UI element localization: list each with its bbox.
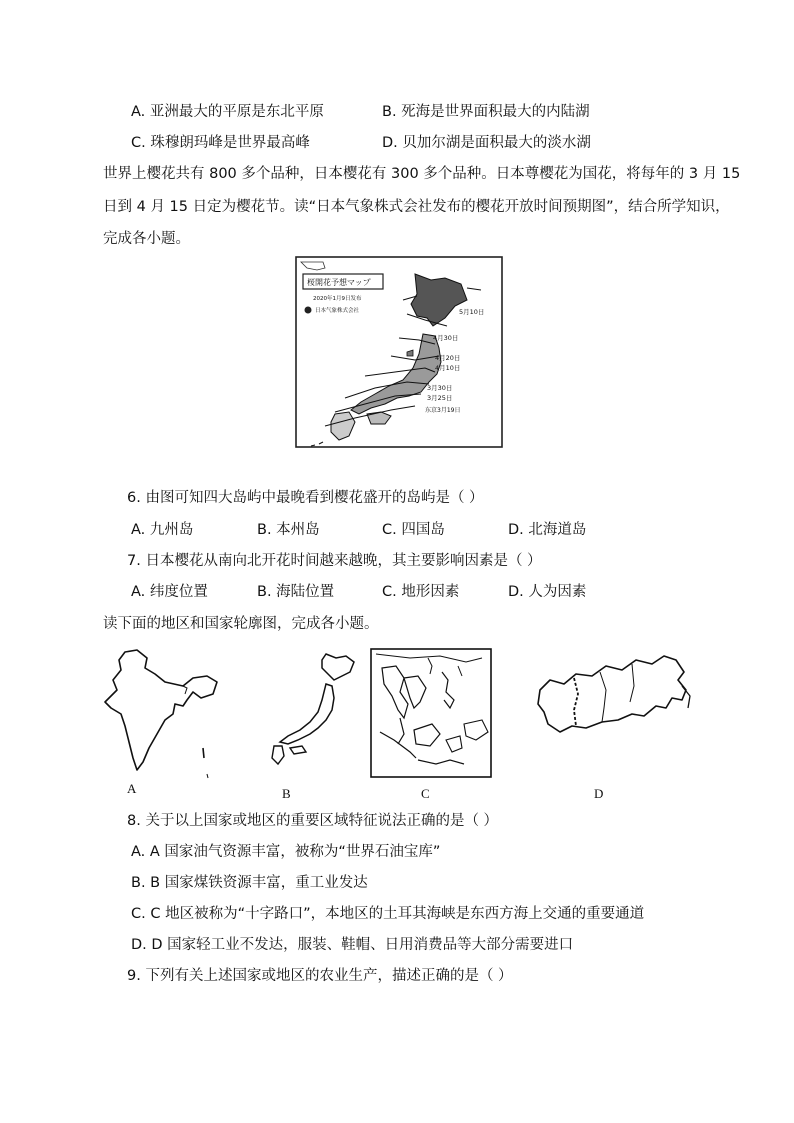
cherry-blossom-map bbox=[295, 256, 503, 448]
q8-option-b: B. B 国家煤铁资源丰富，重工业发达 bbox=[131, 875, 368, 891]
q6-option-d: D. 北海道岛 bbox=[508, 522, 587, 538]
bloom-label-3: 4月20日 bbox=[435, 354, 461, 362]
caption-d: D bbox=[594, 786, 604, 801]
q7-option-a: A. 纬度位置 bbox=[131, 584, 208, 600]
intro-line-3: 完成各小题。 bbox=[103, 231, 190, 247]
q8-option-a: A. A 国家油气资源丰富，被称为“世界石油宝库” bbox=[131, 844, 441, 860]
company-logo-icon bbox=[305, 307, 312, 314]
q7-stem: 7. 日本樱花从南向北开花时间越来越晚，其主要影响因素是（ ） bbox=[127, 553, 542, 569]
q6-option-a: A. 九州岛 bbox=[131, 522, 194, 538]
bloom-label-7: 东京3月19日 bbox=[425, 407, 461, 414]
caption-c: C bbox=[421, 786, 430, 801]
q6-option-b: B. 本州岛 bbox=[257, 522, 320, 538]
caption-b: B bbox=[282, 786, 291, 801]
q6-option-c: C. 四国岛 bbox=[382, 522, 445, 538]
map-company: 日本气象株式会社 bbox=[315, 308, 360, 314]
map-banner: 桜開花予想マップ bbox=[307, 278, 371, 287]
intro-line-2: 日到 4 月 15 日定为樱花节。读“日本气象株式会社发布的樱花开放时间预期图”，结合所学知识， bbox=[103, 199, 730, 215]
map-date: 2020年1月9日发布 bbox=[313, 296, 362, 302]
q6-stem: 6. 由图可知四大岛屿中最晚看到樱花盛开的岛屿是（ ） bbox=[127, 490, 484, 506]
caption-a: A bbox=[127, 781, 137, 796]
outline-map-southeast-asia bbox=[370, 648, 492, 778]
outline-map-russia bbox=[536, 650, 696, 738]
q7-option-d: D. 人为因素 bbox=[508, 584, 587, 600]
intro-2: 读下面的地区和国家轮廓图，完成各小题。 bbox=[103, 616, 379, 632]
q5-option-b: B. 死海是世界面积最大的内陆湖 bbox=[382, 104, 590, 120]
bloom-label-5: 3月30日 bbox=[427, 384, 453, 392]
outline-map-japan bbox=[270, 650, 360, 768]
q8-option-d: D. D 国家轻工业不发达，服装、鞋帽、日用消费品等大部分需要进口 bbox=[131, 937, 574, 953]
q7-option-c: C. 地形因素 bbox=[382, 584, 460, 600]
bloom-label-2: 4月30日 bbox=[433, 334, 459, 342]
q7-option-b: B. 海陆位置 bbox=[257, 584, 335, 600]
q8-stem: 8. 关于以上国家或地区的重要区域特征说法正确的是（ ） bbox=[127, 813, 499, 829]
q5-option-c: C. 珠穆朗玛峰是世界最高峰 bbox=[131, 135, 310, 151]
q5-option-d: D. 贝加尔湖是面积最大的淡水湖 bbox=[382, 135, 591, 151]
bloom-label-1: 5月10日 bbox=[459, 308, 485, 316]
intro-line-1: 世界上樱花共有 800 多个品种，日本樱花有 300 多个品种。日本尊樱花为国花，将每年的 3 月 15 bbox=[103, 166, 741, 182]
q8-option-c: C. C 地区被称为“十字路口”，本地区的土耳其海峡是东西方海上交通的重要通道 bbox=[131, 906, 645, 922]
q5-option-a: A. 亚洲最大的平原是东北平原 bbox=[131, 104, 324, 120]
q9-stem: 9. 下列有关上述国家或地区的农业生产，描述正确的是（ ） bbox=[127, 968, 513, 984]
bloom-label-4: 4月10日 bbox=[435, 364, 461, 372]
bloom-label-6: 3月25日 bbox=[427, 394, 453, 402]
outline-map-india bbox=[103, 648, 223, 780]
